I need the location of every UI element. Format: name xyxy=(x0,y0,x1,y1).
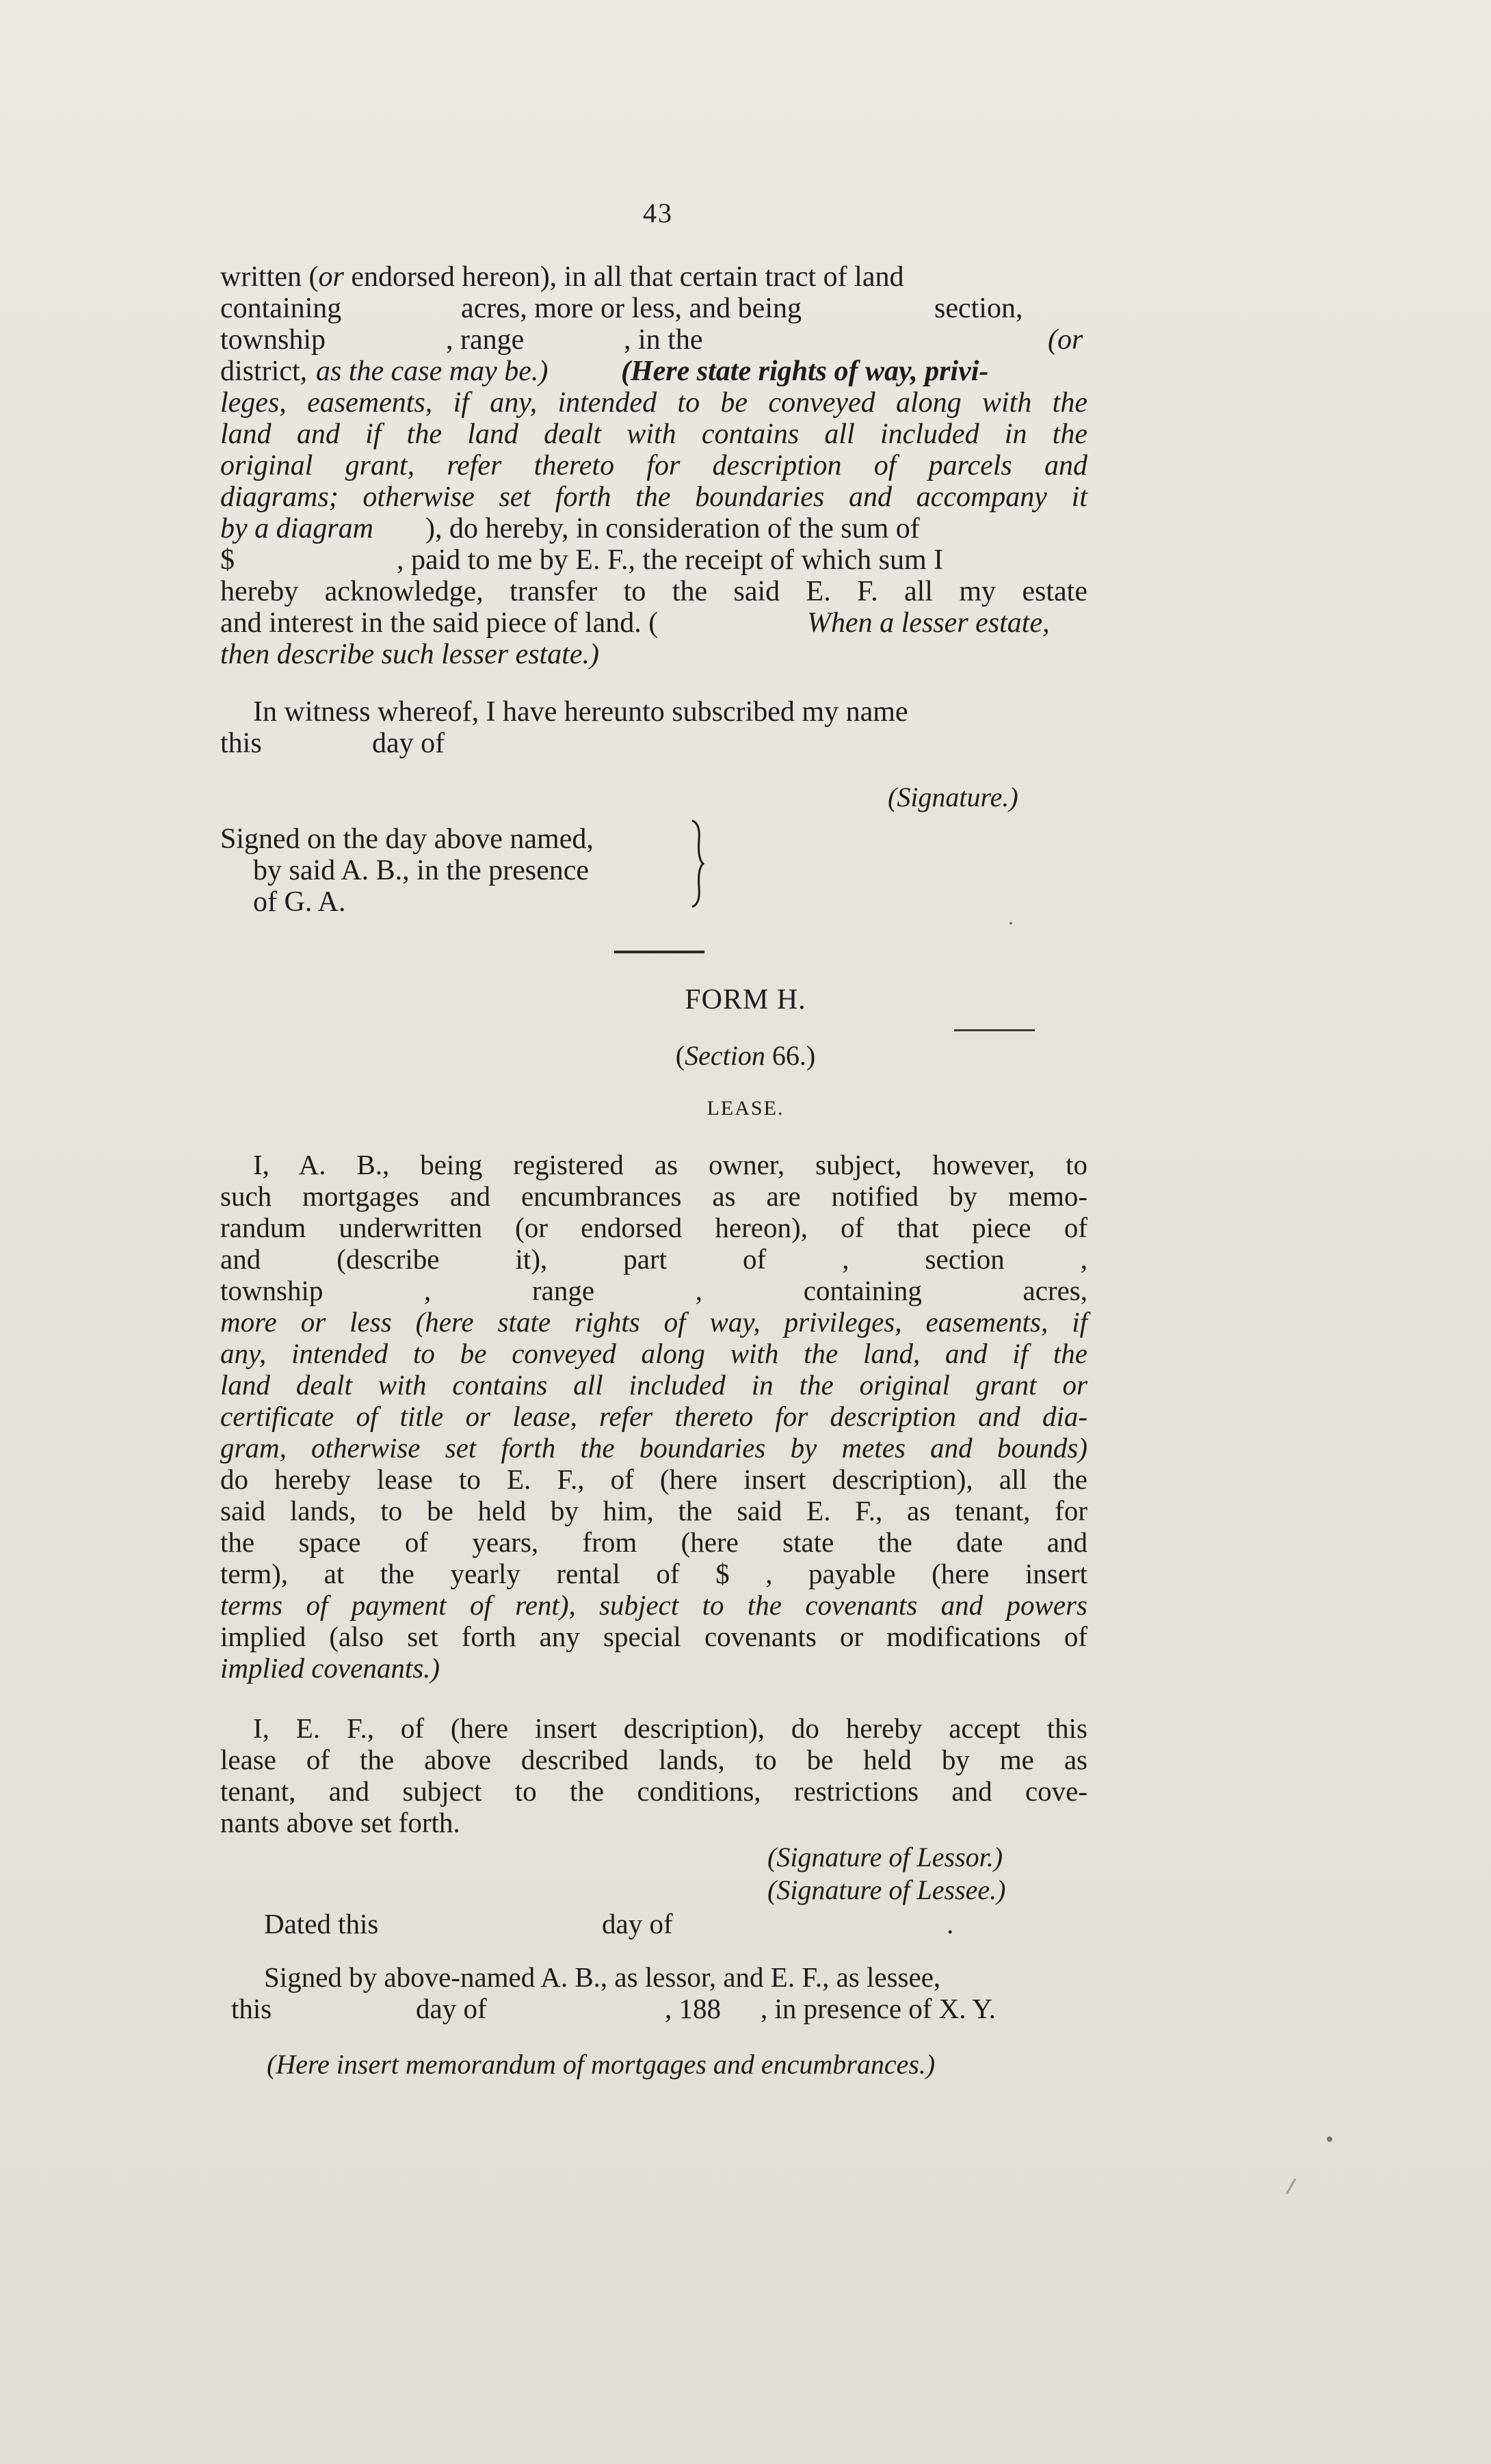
text-line: and interest in the said piece of land. ( When a lesser estate, xyxy=(220,607,1050,639)
text-line: hereby acknowledge, transfer to the said E. F. all my estate xyxy=(220,576,1087,607)
signature-lessor: (Signature of Lessor.) xyxy=(767,1842,1003,1872)
witness-clause: In witness whereof, I have hereunto subscribed my name this day of xyxy=(220,696,908,759)
page-number: 43 xyxy=(643,198,673,228)
paper-speck xyxy=(1327,2136,1332,2142)
signature-lessee: (Signature of Lessee.) xyxy=(767,1875,1006,1905)
text-line: then describe such lesser estate.) xyxy=(220,639,600,670)
memorandum-note: (Here insert memorandum of mortgages and encumbrances.) xyxy=(267,2049,936,2080)
signature-label: (Signature.) xyxy=(888,782,1018,812)
text-line: written (or endorsed hereon), in all that certain tract of land xyxy=(220,261,904,293)
text-line: containing acres, more or less, and being section, xyxy=(220,293,1023,324)
paper-speck xyxy=(1010,922,1012,925)
continued-form-body xyxy=(220,261,1087,670)
paper-speck xyxy=(1286,2178,1297,2195)
section-divider xyxy=(614,951,704,953)
form-section: (Section 66.) xyxy=(675,1040,816,1071)
acceptance-clause: I, E. F., of (here insert description), do hereby accept this lease of the above described lands, to be held by me as tenant, and subject to the conditions, restrictions and cove- nants above set forth. xyxy=(220,1712,1087,1838)
text-line: district, as the case may be.) (Here state rights of way, privi- xyxy=(220,356,989,387)
form-subtitle: LEASE. xyxy=(707,1097,784,1120)
signed-attestation: Signed on the day above named, by said A. B., in the presence of G. A. xyxy=(220,823,594,918)
text-line: leges, easements, if any, intended to be conveyed along with the xyxy=(220,387,1087,419)
text-line: $ , paid to me by E. F., the receipt of which sum I xyxy=(220,544,944,576)
signed-by-clause: Signed by above-named A. B., as lessor, and E. F., as lessee, this day of , 188 , in presence of X. Y. xyxy=(231,1961,996,2024)
text-line: by a diagram ), do hereby, in consideration of the sum of xyxy=(220,513,920,544)
form-title: FORM H. xyxy=(685,984,806,1016)
text-line: township , range , in the (or xyxy=(220,324,1083,356)
curly-brace xyxy=(689,819,704,908)
text-line: land and if the land dealt with contains all included in the xyxy=(220,419,1087,450)
lease-body: I, A. B., being registered as owner, subject, however, to such mortgages and encumbrances as are notified by memo- randum underwritten (or endorsed hereon), of that piece of and (describe it), part of , section , township , range , containing acres, more or less (here state rights of way, privileges, easements, if any, intended to be conveyed along with the land, and if the land dealt with contains all included in the original grant or certificate of title or lease, refer thereto for description and dia- gram, otherwise set forth the boundaries by metes and bounds) do hereby lease to E. F., of (here insert description), all the said lands, to be held by him, the said E. F., as tenant, for the space of years, from (here state the date and term), at the yearly rental of $ , payable (here insert terms of payment of rent), subject to the covenants and powers implied (also set forth any special covenants or modifications of implied covenants.) xyxy=(220,1149,1087,1684)
text-line: original grant, refer thereto for description of parcels and xyxy=(220,450,1087,481)
text-line: diagrams; otherwise set forth the boundaries and accompany it xyxy=(220,481,1087,513)
margin-mark xyxy=(954,1029,1035,1031)
dated-line: Dated this day of . xyxy=(264,1908,954,1939)
